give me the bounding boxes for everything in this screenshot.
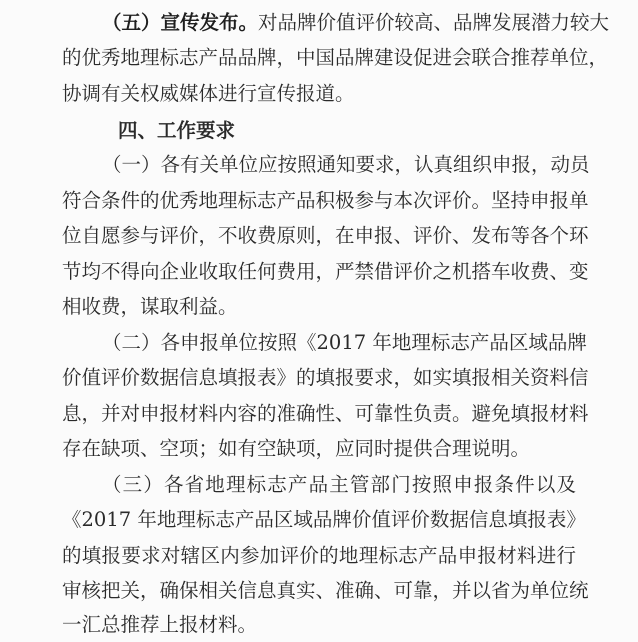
section5-line-3: 协调有关权威媒体进行宣传报道。 <box>62 82 355 105</box>
item1-line-4: 节均不得向企业收取任何费用，严禁借评价之机搭车收费、变 <box>62 260 589 283</box>
item1-line-3: 位自愿参与评价，不收费原则，在申报、评价、发布等各个环 <box>62 224 589 247</box>
section5-line-1 <box>102 10 610 36</box>
item2-line-1: （二）各申报单位按照《2017 年地理标志产品区域品牌 <box>102 331 587 354</box>
section4-heading: 四、工作要求 <box>118 119 236 142</box>
item1-line-5: 相收费，谋取利益。 <box>62 295 238 318</box>
item3-line-5: 一汇总推荐上报材料。 <box>62 613 258 636</box>
section5-label: （五）宣传发布。 <box>102 11 259 34</box>
item2-line-4: 存在缺项、空项；如有空缺项，应同时提供合理说明。 <box>62 437 531 460</box>
section5-line-2: 的优秀地理标志产品品牌，中国品牌建设促进会联合推荐单位， <box>62 46 609 69</box>
item2-line-3: 息，并对申报材料内容的准确性、可靠性负责。避免填报材料 <box>62 402 589 425</box>
item3-line-3: 的填报要求对辖区内参加评价的地理标志产品申报材料进行 <box>62 544 576 567</box>
section5-line1-text: 对品牌价值评价较高、品牌发展潜力较大 <box>258 11 610 34</box>
item1-line-2: 符合条件的优秀地理标志产品积极参与本次评价。坚持申报单 <box>62 189 589 212</box>
item3-line-4: 审核把关，确保相关信息真实、准确、可靠，并以省为单位统 <box>62 579 589 602</box>
item2-line-2: 价值评价数据信息填报表》的填报要求，如实填报相关资料信 <box>62 366 589 389</box>
item1-line-1: （一）各有关单位应按照通知要求，认真组织申报，动员 <box>102 153 590 176</box>
item3-line-2: 《2017 年地理标志产品区域品牌价值评价数据信息填报表》 <box>62 508 586 531</box>
item3-line-1: （三）各省地理标志产品主管部门按照申报条件以及 <box>102 473 576 496</box>
